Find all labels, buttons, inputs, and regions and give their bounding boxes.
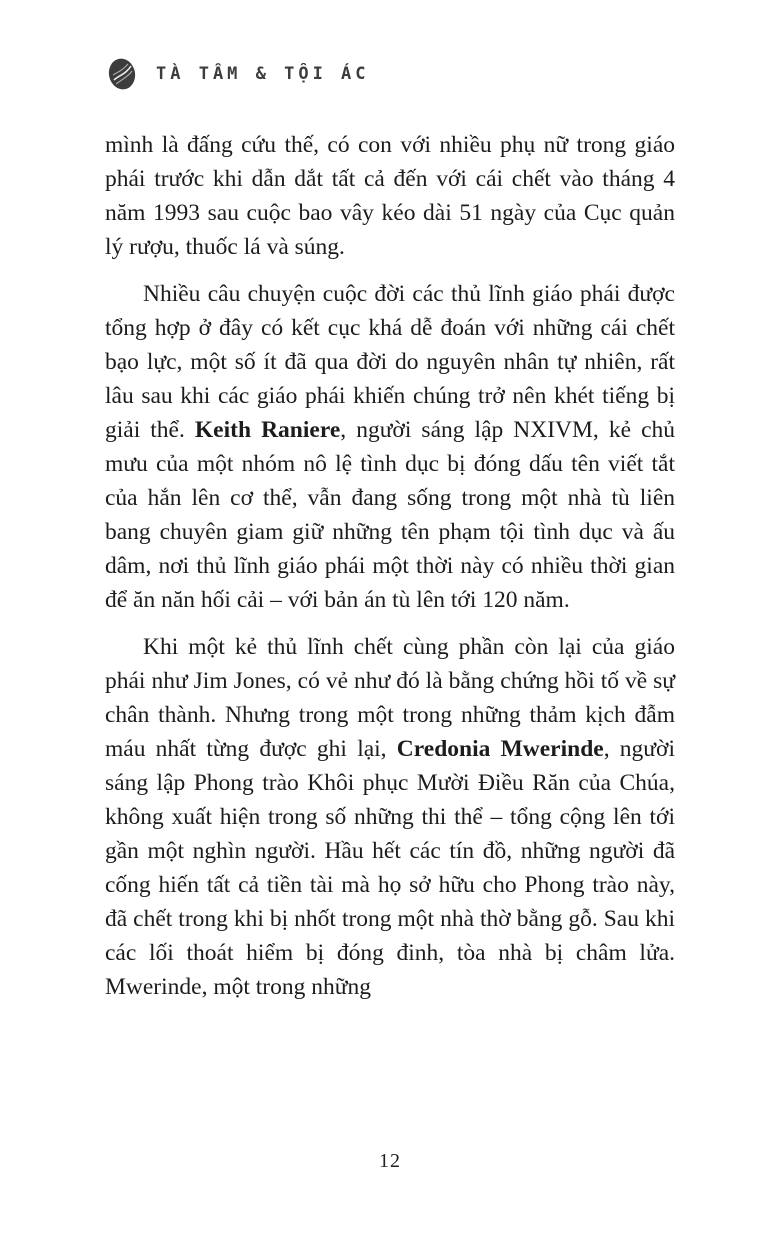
paragraph-text: , người sáng lập NXIVM, kẻ chủ mưu của một nhóm nô lệ tình dục bị đóng dấu tên viết tắt của hắn lên cơ thể, vẫn đang sống trong một nhà tù liên bang chuyên giam giữ những tên phạm tội tình dục và ấu dâm, nơi thủ lĩnh giáo phái một thời này có nhiều thời gian để ăn năn hối cải – với bản án tù lên tới 120 năm.: [105, 417, 675, 613]
publisher-logo-icon: [104, 56, 140, 92]
paragraph-text: Khi một kẻ thủ lĩnh chết cùng phần còn lại của giáo phái như Jim Jones, có vẻ như đó là bằng chứng hồi tố về sự chân thành. Nhưng trong một trong những thảm kịch đẫm máu nhất từng được ghi lại,: [105, 634, 675, 762]
paragraph: [105, 630, 675, 1004]
running-header-title: TÀ TÂM & TỘI ÁC: [156, 64, 370, 84]
page-header: [104, 56, 676, 92]
page-footer: [0, 1150, 780, 1173]
bold-name-credonia-mwerinde: Credonia Mwerinde: [396, 736, 604, 762]
paragraph: [105, 277, 675, 617]
paragraph-text: mình là đấng cứu thế, có con với nhiều phụ nữ trong giáo phái trước khi dẫn dắt tất cả đến với cái chết vào tháng 4 năm 1993 sau cuộc bao vây kéo dài 51 ngày của Cục quản lý rượu, thuốc lá và súng.: [105, 132, 675, 260]
page-number: 12: [379, 1150, 401, 1172]
paragraph-text: Nhiều câu chuyện cuộc đời các thủ lĩnh giáo phái được tổng hợp ở đây có kết cục khá dễ đoán với những cái chết bạo lực, một số ít đã qua đời do nguyên nhân tự nhiên, rất lâu sau khi các giáo phái khiến chúng trở nên khét tiếng bị giải thể.: [105, 281, 675, 443]
paragraph-text: , người sáng lập Phong trào Khôi phục Mười Điều Răn của Chúa, không xuất hiện trong số những thi thể – tổng cộng lên tới gần một nghìn người. Hầu hết các tín đồ, những người đã cống hiến tất cả tiền tài mà họ sở hữu cho Phong trào này, đã chết trong khi bị nhốt trong một nhà thờ bằng gỗ. Sau khi các lối thoát hiểm bị đóng đinh, tòa nhà bị châm lửa. Mwerinde, một trong những: [105, 736, 675, 1000]
page-body: [105, 128, 675, 1017]
paragraph-continuation: [105, 128, 675, 264]
bold-name-keith-raniere: Keith Raniere: [194, 417, 341, 443]
